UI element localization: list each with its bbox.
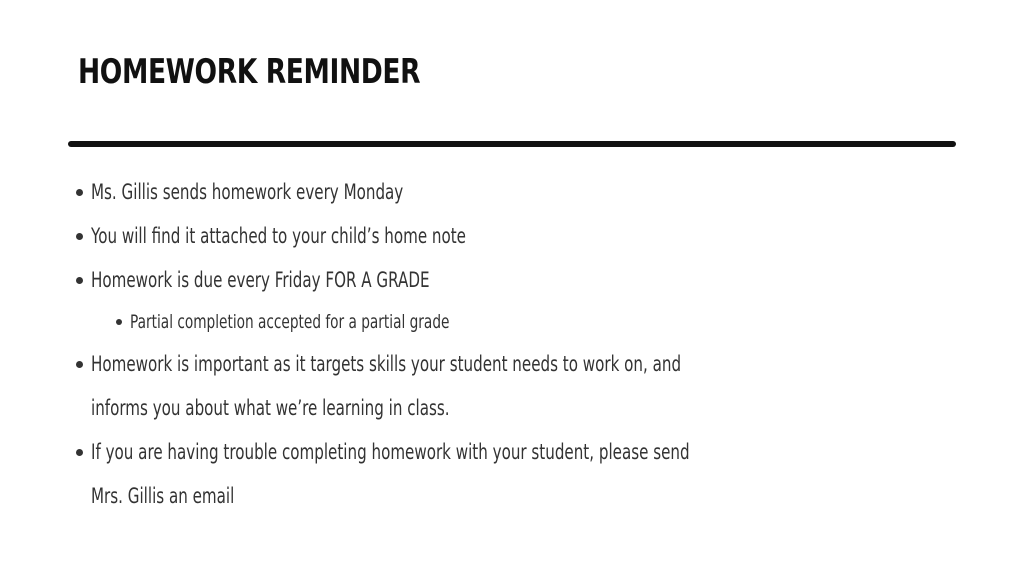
title-divider: [68, 141, 956, 147]
bullet-text: If you are having trouble completing homework with your student, please send Mrs. Gillis an email: [91, 440, 690, 508]
bullet-dot-icon: [76, 361, 83, 368]
bullet-text: Homework is important as it targets skills your student needs to work on, and informs you about what we’re learning in class.: [91, 352, 682, 420]
bullet-item: [76, 430, 956, 518]
bullet-dot-icon: [76, 233, 83, 240]
sub-bullet-item: [76, 302, 956, 342]
bullet-dot-icon: [76, 277, 83, 284]
sub-bullet-text: Partial completion accepted for a partial grade: [130, 311, 450, 333]
bullet-list: [76, 170, 956, 518]
bullet-text: Homework is due every Friday FOR A GRADE: [91, 268, 430, 292]
bullet-item: [76, 214, 956, 258]
slide-title: HOMEWORK REMINDER: [78, 52, 421, 92]
bullet-item: [76, 170, 956, 214]
bullet-item: [76, 342, 956, 430]
bullet-text: You will find it attached to your child’s home note: [91, 224, 466, 248]
bullet-dot-icon: [116, 319, 122, 325]
bullet-item: [76, 258, 956, 302]
bullet-text: Ms. Gillis sends homework every Monday: [91, 180, 404, 204]
bullet-dot-icon: [76, 189, 83, 196]
bullet-dot-icon: [76, 449, 83, 456]
